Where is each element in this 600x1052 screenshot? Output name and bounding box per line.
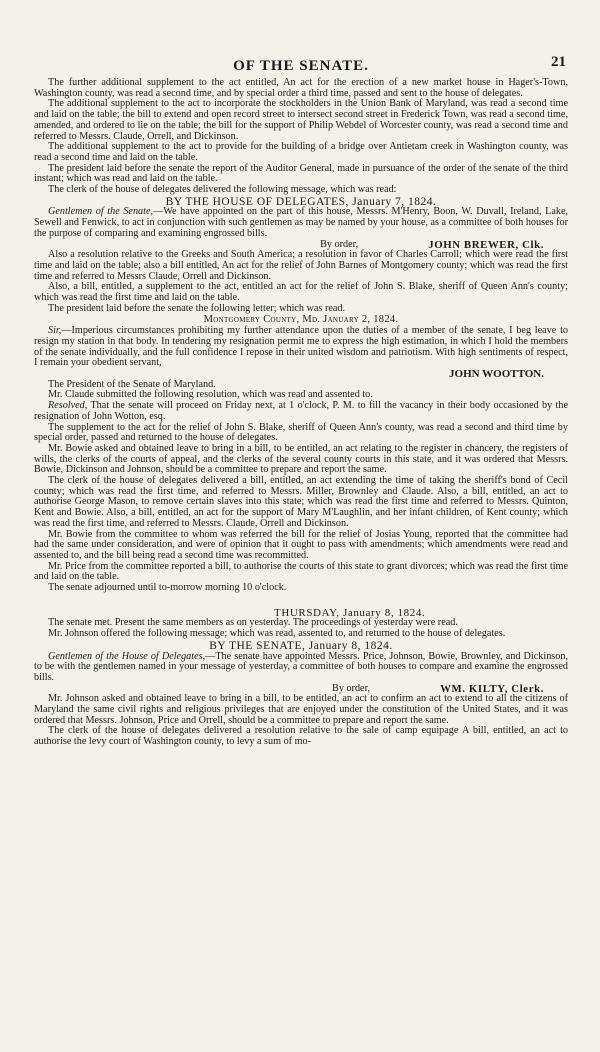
letter-dateline: Montgomery County, Md. January 2, 1824.: [203, 314, 399, 326]
paragraph: The president laid before the senate the following letter; which was read.: [48, 302, 346, 314]
paragraph: The President of the Senate of Maryland.: [48, 378, 216, 390]
message-text: —We have appointed on the part of this house, Messrs. M'Henry, Boon, W. Duvall, Ireland, Lake, Sewell and Fenwick, to act in conjunction with such gentlemen as may be named by your house, as a committee of both houses for the purpose of comparing and examining engrossed bills.: [34, 206, 569, 239]
resolution-paragraph: [34, 401, 568, 422]
document-body: [34, 78, 568, 748]
signer-name: JOHN BREWER, Clk.: [428, 238, 544, 251]
message-text: —The senate have appointed Messrs. Price, Johnson, Bowie, Brownley, and Dickinson, to be with the gentlemen named in your message of yesterday, a committee of both houses to compare and examine the engrossed bills.: [34, 650, 568, 683]
message-heading: BY THE SENATE, January 8, 1824.: [209, 639, 393, 652]
letter-paragraph: [34, 326, 568, 369]
letter-signer: JOHN WOOTTON.: [449, 367, 544, 380]
salutation: Gentlemen of the House of Delegates,: [48, 650, 206, 662]
letter-text: —Imperious circumstances prohibiting my further attendance upon the duties of a member of the senate, I beg leave to resign my station in that body. In tendering my resignation permit me to express the high estimation, in which I hold the members of the senate individually, and the full confidence I repose in their united wisdom and patriotism. With high sentiments of respect, I remain your obedient servant,: [34, 325, 568, 369]
by-order-label: By order,: [320, 238, 359, 250]
paragraph: The senate met. Present the same members as on yesterday. The proceedings of yesterday were read.: [48, 617, 458, 629]
message-paragraph: [34, 207, 568, 239]
paragraph: The clerk of the house of delegates delivered a bill, entitled, an act extending the time of taking the sheriff's bond of Cecil county; which was read the first time, and referred to Messrs. Miller, Brownley and Claude. Also, a bill, entitled, an act to authorise George Mason, to remove certain slaves into this state; which was read the first time and referred to Messrs. Quinton, Kent and Bowie. Also, a bill, entitled, an act for the support of Mary M'Laughlin, and her infant children, of Kent county; which was read the first time, and referred to Messrs. Claude, Orrell and Dickinson.: [34, 475, 568, 529]
by-order-label: By order,: [332, 682, 371, 694]
paragraph: Mr. Johnson asked and obtained leave to bring in a bill, to be entitled, an act to confirm an act to extend to all the citizens of Maryland the same civil rights and religious privileges that are enjoyed under the constitution of the United States, and it was ordered that Messrs. Johnson, Price and Orrell, should be a committee to prepare and report the same.: [34, 693, 568, 726]
resolved-lead: Resolved,: [48, 400, 88, 412]
page-number: 21: [551, 54, 566, 70]
paragraph: Also, a bill, entitled, a supplement to the act, entitled an act for the relief of John S. Blake, sheriff of Queen Ann's county; which was read the first time and laid on the table.: [34, 281, 568, 304]
paragraph: Mr. Bowie asked and obtained leave to bring in a bill, to be entitled, an act relating to the register in chancery, the registers of wills, the clerks of the courts of appeal, and the clerks of the several county courts in this state, and it was ordered that Messrs. Bowie, Dickinson and Johnson, should be a committee to prepare and report the same.: [34, 442, 568, 476]
paragraph: The president laid before the senate the report of the Auditor General, made in pursuance of the order of the senate of the third instant; which was read and laid on the table.: [34, 162, 568, 185]
paragraph: Mr. Bowie from the committee to whom was referred the bill for the relief of Josias Young, reported that the committee had had the same under consideration, and were of opinion that it ought to pass with amendments; which amendments were read and assented to, and the bill being read a second time was recommitted.: [34, 528, 568, 561]
paragraph: The additional supplement to the act to incorporate the stockholders in the Union Bank of Maryland, was read a second time and laid on the table; the bill to extend and open record street to intersect second street in Frederick Town, was read a second time, amended, and ordered to lie on the table; the bill for the support of Philip Webdel of Worcester county, was read a second time and referred to Messrs. Claude, Orrell, and Dickinson.: [34, 98, 568, 142]
paragraph: The further additional supplement to the act entitled, An act for the erection of a new market house in Hager's-Town, Washington county, was read a second time, and by special order a third time, passed and sent to the house of delegates.: [34, 77, 568, 99]
paragraph: Mr. Johnson offered the following message; which was read, assented to, and returned to the house of delegates.: [48, 628, 506, 640]
running-head: OF THE SENATE.: [233, 58, 369, 74]
signer-name: WM. KILTY, Clerk.: [440, 682, 544, 695]
paragraph: The supplement to the act for the relief of John S. Blake, sheriff of Queen Ann's county, was read a second and third time by special order, passed and returned to the house of delegates.: [34, 421, 568, 444]
page-header: [34, 0, 568, 78]
paragraph: The clerk of the house of delegates delivered the following message, which was read:: [48, 184, 397, 196]
paragraph: Also a resolution relative to the Greeks and South America; a resolution in favor of Charles Carroll; which were read the first time and laid on the table; also a bill entitled, An act for the relief of John Barnes of Montgomery county; which was read the first time and referred to Messrs Claude, Orrell and Dickinson.: [34, 249, 568, 282]
resolution-text: That the senate will proceed on Friday next, at 1 o'clock, P. M. to fill the vacancy in their body occasioned by the resignation of John Wotton, esq.: [34, 400, 568, 422]
salutation: Gentlemen of the Senate,: [48, 206, 154, 218]
paragraph: Mr. Claude submitted the following resolution, which was read and assented to.: [48, 389, 373, 401]
paragraph: Mr. Price from the committee reported a bill, to authorise the courts of this state to grant divorces; which was read the first time and laid on the table.: [34, 560, 568, 583]
message-heading: BY THE HOUSE OF DELEGATES, January 7, 1824.: [165, 195, 437, 208]
message-paragraph: [34, 652, 568, 684]
salutation: Sir,: [48, 325, 62, 337]
paragraph: The clerk of the house of delegates delivered a resolution relative to the sale of camp equipage A bill, entitled, an act to authorise the levy court of Washington county, to levy a sum of mo-: [34, 725, 568, 748]
paragraph: The additional supplement to the act to provide for the building of a bridge over Antietam creek in Washington county, was read a second time and laid on the table.: [34, 141, 568, 163]
day-heading: THURSDAY, January 8, 1824.: [274, 606, 426, 619]
paragraph: The senate adjourned until to-morrow morning 10 o'clock.: [48, 582, 287, 594]
